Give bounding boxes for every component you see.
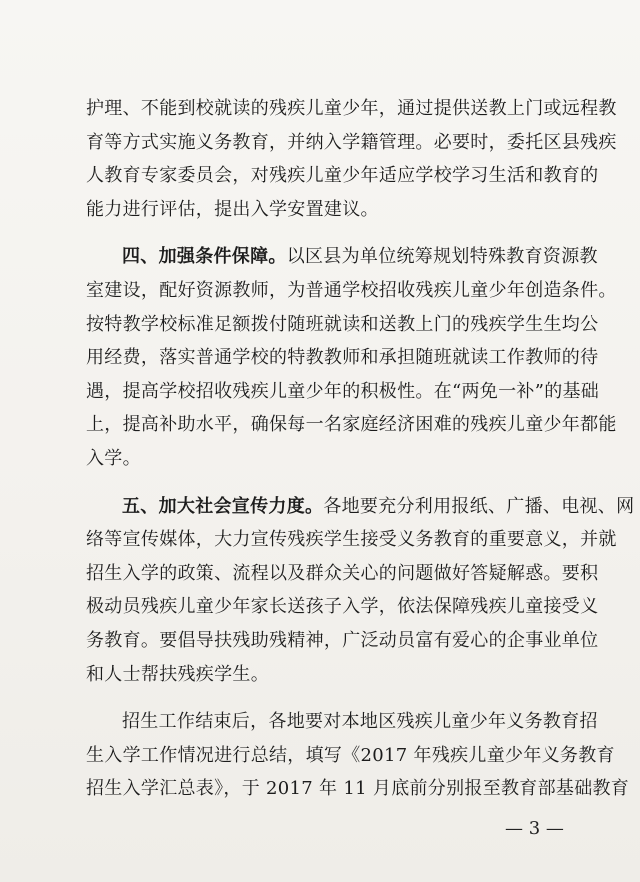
text-line: 按特教学校标准足额拨付随班就读和送教上门的残疾学生生均公 <box>86 313 599 335</box>
text-line: 上，提高补助水平，确保每一名家庭经济困难的残疾儿童少年都能 <box>86 414 617 436</box>
text-line: 招生入学的政策、流程以及群众关心的问题做好答疑解惑。要积 <box>86 562 599 584</box>
document-body <box>86 92 635 806</box>
text-line: 室建设，配好资源教师，为普通学校招收残疾儿童少年创造条件。 <box>86 279 617 301</box>
text-run: 以区县为单位统筹规划特殊教育资源教 <box>286 246 598 268</box>
paragraph-condition-guarantee <box>86 240 617 475</box>
text-line: 络等宣传媒体，大力宣传残疾学生接受义务教育的重要意义，并就 <box>86 529 617 551</box>
text-line: 务教育。要倡导扶残助残精神，广泛动员富有爱心的企事业单位 <box>86 629 599 651</box>
text-line: 招生入学汇总表》，于 2017 年 11 月底前分别报至教育部基础教育 <box>86 778 630 800</box>
text-line: 用经费，落实普通学校的特教教师和承担随班就读工作教师的待 <box>86 347 599 369</box>
page-number: — 3 — <box>505 818 564 839</box>
section-heading-5: 五、加大社会宣传力度。 <box>122 495 324 517</box>
text-run: 各地要充分利用报纸、广播、电视、网 <box>323 495 635 517</box>
text-line: 育等方式实施义务教育，并纳入学籍管理。必要时，委托区县残疾 <box>86 131 617 153</box>
text-line: 护理、不能到校就读的残疾儿童少年，通过提供送教上门或远程教 <box>86 98 617 119</box>
text-line: 人教育专家委员会，对残疾儿童少年适应学校学习生活和教育的 <box>86 165 599 187</box>
text-line: 极动员残疾儿童少年家长送孩子入学，依法保障残疾儿童接受义 <box>86 596 599 618</box>
text-line <box>86 490 635 524</box>
text-line: 遇，提高学校招收残疾儿童少年的积极性。在“两免一补”的基础 <box>86 380 600 402</box>
paragraph-enrollment-arrangement <box>86 92 617 226</box>
section-heading-4: 四、加强条件保障。 <box>122 246 287 268</box>
paragraph-summary <box>86 705 630 806</box>
text-line <box>86 240 598 274</box>
text-line: 入学。 <box>86 447 141 469</box>
text-line: 和人士帮扶残疾学生。 <box>86 663 269 685</box>
text-line: 生入学工作情况进行总结，填写《2017 年残疾儿童少年义务教育 <box>86 744 615 766</box>
paragraph-publicity <box>86 490 635 692</box>
text-line: 能力进行评估，提出入学安置建议。 <box>86 198 379 220</box>
text-line: 招生工作结束后，各地要对本地区残疾儿童少年义务教育招 <box>122 711 598 733</box>
